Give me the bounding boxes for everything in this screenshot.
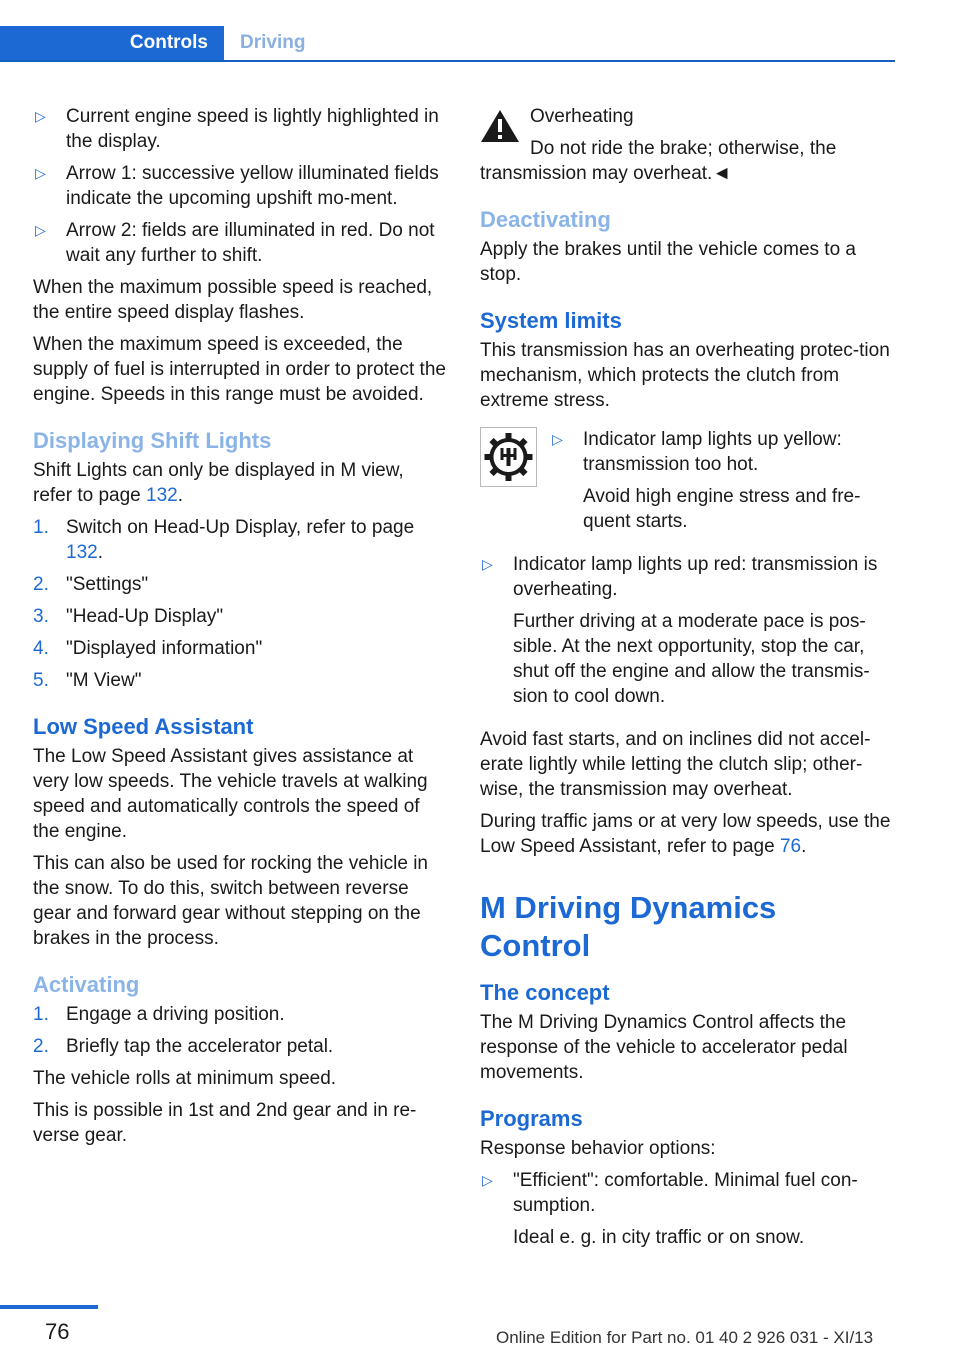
indicator-lamp-yellow <box>480 427 895 545</box>
page-link[interactable]: 132 <box>66 542 98 563</box>
paragraph: The Low Speed Assistant gives assistance at very low speeds. The vehicle travels at walking speed and automatically controls the speed of the engine. <box>33 746 428 842</box>
list-item: ▷ Current engine speed is lightly highlighted in the display. <box>35 106 439 152</box>
paragraph: The M Driving Dynamics Control affects the response of the vehicle to accelerator pedal movements. <box>480 1012 848 1083</box>
page-link[interactable]: 132 <box>146 485 178 506</box>
warning-note <box>480 104 895 129</box>
indicator-yellow-text <box>550 427 895 534</box>
edition-note: Online Edition for Part no. 01 40 2 926 031 - XI/13 <box>496 1328 874 1347</box>
list-item: ▷ Indicator lamp lights up red: transmission is overheating. <box>482 554 878 600</box>
list-item: ▷ Arrow 1: successive yellow illuminated fields indicate the upcoming upshift mo-ment. <box>35 163 439 209</box>
list-item: 5. "M View" <box>33 670 142 691</box>
paragraph: When the maximum speed is exceeded, the supply of fuel is interrupted in order to protect the engine. Speeds in this range must be avoided. <box>33 334 446 405</box>
transmission-gear-icon <box>480 427 537 487</box>
triangle-bullet-icon: ▷ <box>482 556 493 572</box>
list-item: 1. Engage a driving position. <box>33 1004 285 1025</box>
list-item-detail: Ideal e. g. in city traffic or on snow. <box>513 1227 805 1248</box>
footer-rule <box>0 1305 98 1309</box>
warning-title: Overheating <box>530 106 634 127</box>
list-item: ▷ "Efficient": comfortable. Minimal fuel con-sumption. <box>482 1170 858 1216</box>
paragraph: The vehicle rolls at minimum speed. <box>33 1068 337 1089</box>
heading-m-driving-dynamics-control: M Driving Dynamics Control <box>480 890 777 963</box>
triangle-bullet-icon: ▷ <box>35 165 46 181</box>
triangle-bullet-icon: ▷ <box>552 431 563 447</box>
warning-triangle-icon <box>480 108 520 144</box>
paragraph: Avoid fast starts, and on inclines did not accel-erate lightly while letting the clutch slip; other-wise, the transmission may overheat. <box>480 729 871 800</box>
list-item: 1. Switch on Head-Up Display, refer to page 132. <box>33 517 415 563</box>
list-item-detail: Further driving at a moderate pace is pos-sible. At the next opportunity, stop the car, shut off the engine and allow the transmis-sion to cool down. <box>513 611 870 707</box>
paragraph: During traffic jams or at very low speeds, use the Low Speed Assistant, refer to page 76. <box>480 811 891 857</box>
heading-displaying-shift-lights: Displaying Shift Lights <box>33 428 272 453</box>
list-item-detail: Avoid high engine stress and fre-quent starts. <box>583 486 861 532</box>
heading-deactivating: Deactivating <box>480 207 611 232</box>
list-item: ▷ Arrow 2: fields are illuminated in red. Do not wait any further to shift. <box>35 220 435 266</box>
tab-driving[interactable]: Driving <box>240 32 306 53</box>
heading-system-limits: System limits <box>480 308 622 333</box>
triangle-bullet-icon: ▷ <box>35 108 46 124</box>
paragraph: Shift Lights can only be displayed in M view, refer to page 132. <box>33 460 404 506</box>
list-item: 4. "Displayed information" <box>33 638 263 659</box>
triangle-bullet-icon: ▷ <box>35 222 46 238</box>
paragraph: This is possible in 1st and 2nd gear and in re-verse gear. <box>33 1100 417 1146</box>
list-item: ▷ Indicator lamp lights up yellow: transmission too hot. <box>552 429 842 475</box>
heading-activating: Activating <box>33 972 140 997</box>
header-tabbar <box>0 26 895 62</box>
right-column <box>480 104 895 1250</box>
triangle-bullet-icon: ▷ <box>482 1172 493 1188</box>
warning-body: Do not ride the brake; otherwise, the transmission may overheat.◄ <box>480 138 837 184</box>
page-number: 76 <box>45 1319 70 1344</box>
heading-the-concept: The concept <box>480 980 610 1005</box>
paragraph: This transmission has an overheating protec-tion mechanism, which protects the clutch from extreme stress. <box>480 340 890 411</box>
paragraph: When the maximum possible speed is reached, the entire speed display flashes. <box>33 277 433 323</box>
paragraph: Apply the brakes until the vehicle comes to a stop. <box>480 239 856 285</box>
left-column <box>33 104 448 1155</box>
list-item: 2. "Settings" <box>33 574 149 595</box>
paragraph: Response behavior options: <box>480 1138 716 1159</box>
heading-low-speed-assistant: Low Speed Assistant <box>33 714 254 739</box>
heading-programs: Programs <box>480 1106 583 1131</box>
page-link[interactable]: 76 <box>779 836 802 857</box>
list-item: 3. "Head-Up Display" <box>33 606 224 627</box>
paragraph: This can also be used for rocking the vehicle in the snow. To do this, switch between reverse gear and forward gear without stepping on the brakes in the process. <box>33 853 428 949</box>
tab-controls[interactable]: Controls <box>0 26 224 60</box>
list-item: 2. Briefly tap the accelerator petal. <box>33 1036 334 1057</box>
